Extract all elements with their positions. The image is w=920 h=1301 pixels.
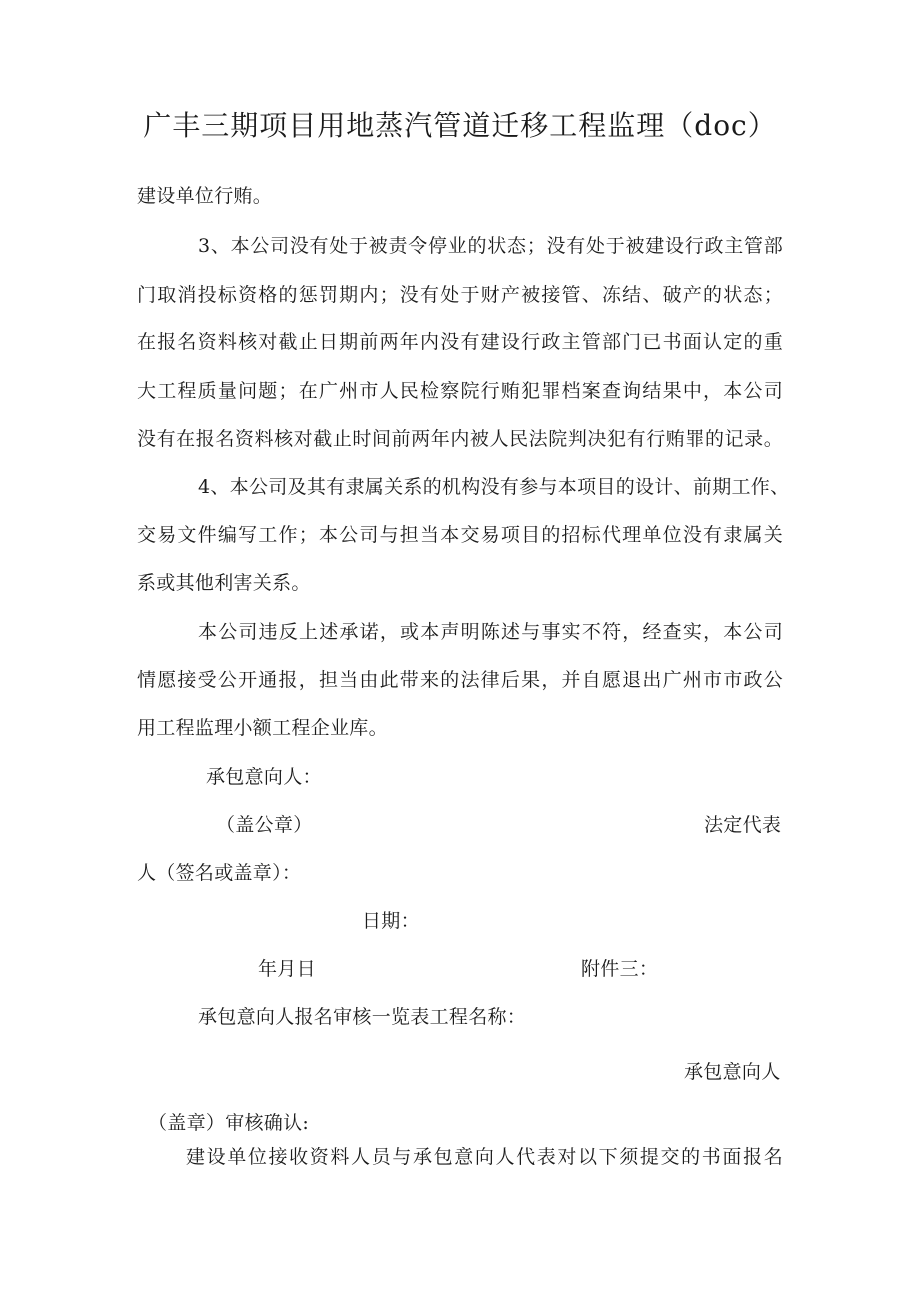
date-label: 日期： <box>362 910 420 932</box>
review-table-heading: 承包意向人报名审核一览表工程名称： <box>198 1006 527 1028</box>
paragraph-line: 系或其他利害关系。 <box>137 572 311 594</box>
paragraph-line: 4、本公司及其有隶属关系的机构没有参与本项目的设计、前期工作、 <box>198 476 790 498</box>
bidder-label-right: 承包意向人 <box>684 1061 781 1083</box>
paragraph-line: 建设单位行贿。 <box>137 185 273 207</box>
attachment-label: 附件三： <box>581 958 659 980</box>
paragraph-line: 用工程监理小额工程企业库。 <box>137 717 388 739</box>
paragraph-line: 情愿接受公开通报，担当由此带来的法律后果，并自愿退出广州市市政公 <box>137 669 783 691</box>
paragraph-line: 没有在报名资料核对截止时间前两年内被人民法院判决犯有行贿罪的记录。 <box>137 428 783 450</box>
bidder-label: 承包意向人： <box>206 766 322 788</box>
legal-rep-label: 法定代表 <box>704 814 782 836</box>
date-value: 年月日 <box>258 958 316 980</box>
seal-confirm-label: （盖章）审核确认: <box>148 1112 310 1134</box>
paragraph-line: 建设单位接收资料人员与承包意向人代表对以下须提交的书面报名 <box>186 1146 783 1168</box>
paragraph-line: 大工程质量问题；在广州市人民检察院行贿犯罪档案查询结果中，本公司 <box>137 380 783 402</box>
paragraph-line: 本公司违反上述承诺，或本声明陈述与事实不符，经查实，本公司 <box>198 621 783 643</box>
paragraph-line: 门取消投标资格的惩罚期内；没有处于财产被接管、冻结、破产的状态； <box>137 284 783 306</box>
paragraph-line: 在报名资料核对截止日期前两年内没有建设行政主管部门已书面认定的重 <box>137 331 783 353</box>
paragraph-line: 3、本公司没有处于被责令停业的状态；没有处于被建设行政主管部 <box>198 235 783 257</box>
seal-label: （盖公章） <box>216 814 313 836</box>
signature-label: 人（签名或盖章）： <box>137 862 302 884</box>
document-title: 广丰三期项目用地蒸汽管道迁移工程监理（doc） <box>143 109 777 142</box>
paragraph-line: 交易文件编写工作；本公司与担当本交易项目的招标代理单位没有隶属关 <box>137 524 783 546</box>
